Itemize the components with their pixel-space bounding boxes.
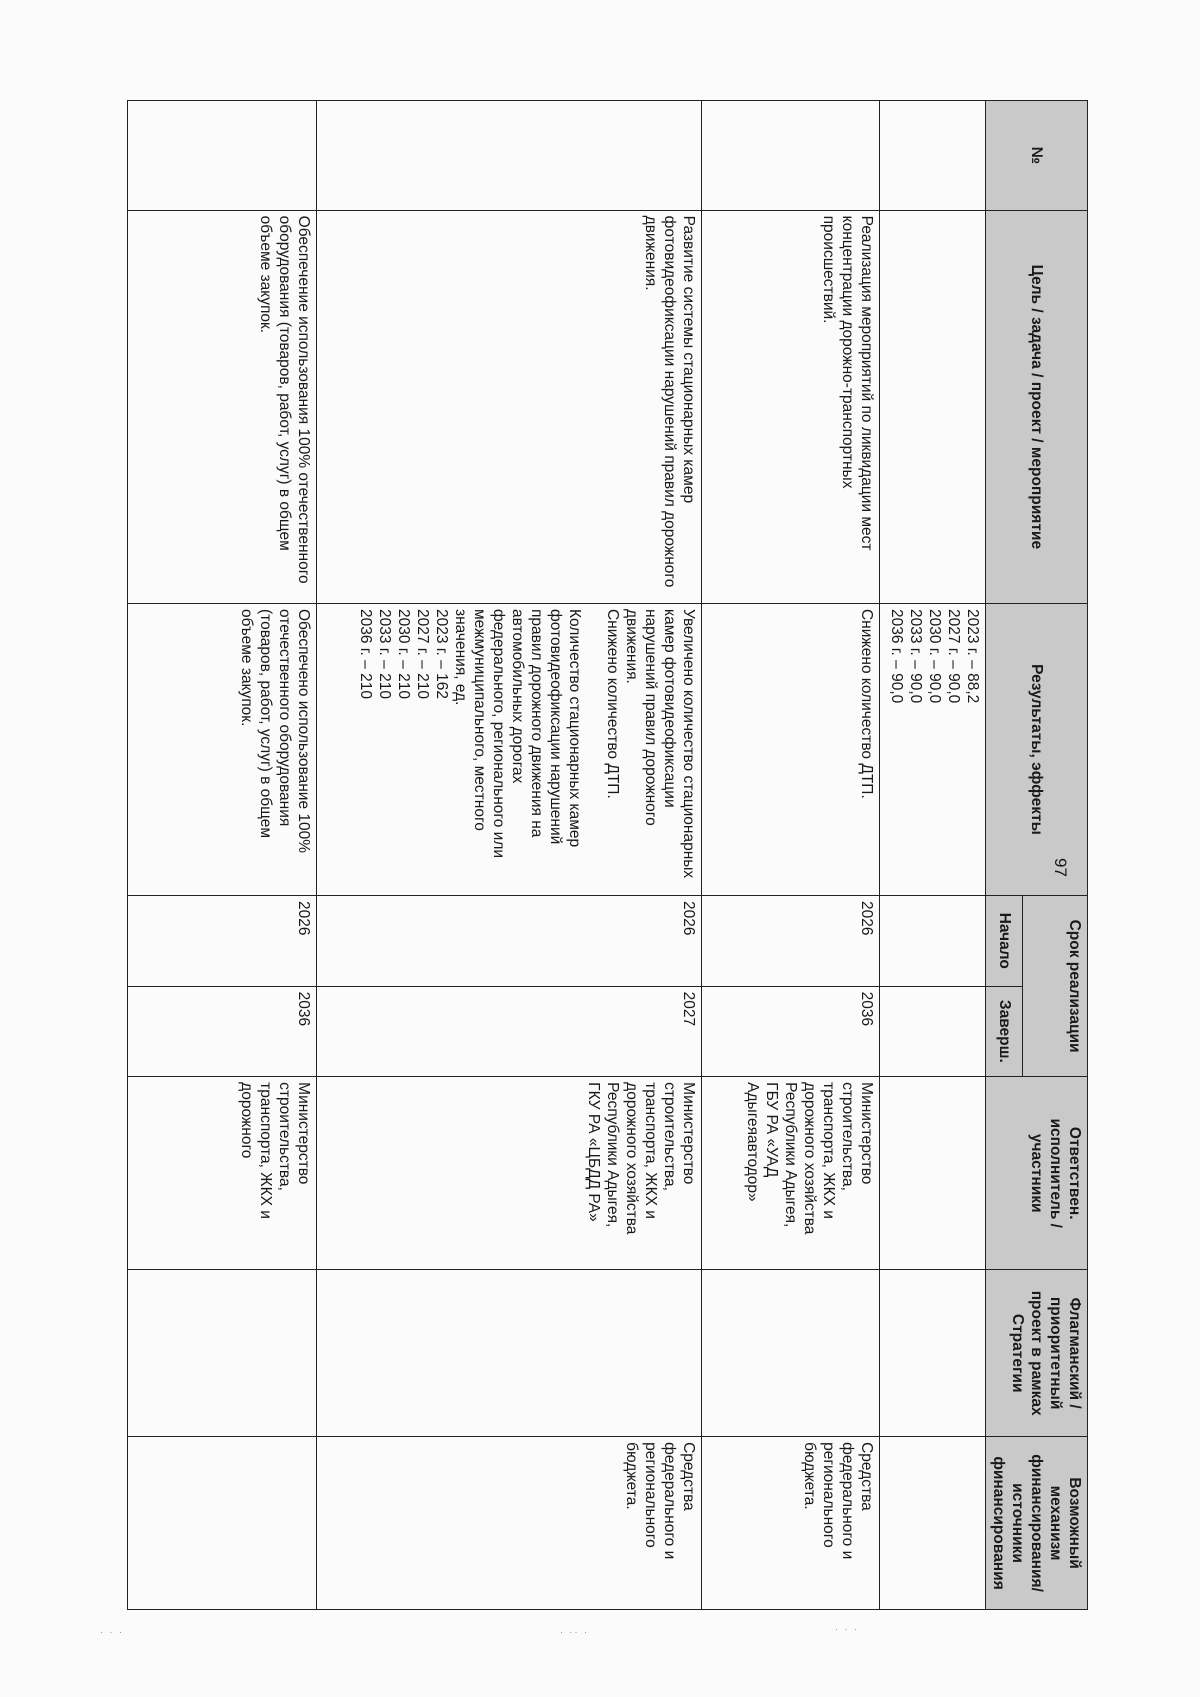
cell-results: Снижено количество ДТП. <box>702 603 880 895</box>
rotated-page <box>163 100 1088 1610</box>
cell-executor: Министерство строительства, транспорта, ЖКХ и дорожного хозяйства Республики Адыгея, ГБУ РА «УАД Адыгеяавтодор» <box>702 1077 880 1270</box>
cell-goal: Обеспечение использования 100% отечественного оборудования (товаров, работ, услуг) в общем объеме закупок. <box>128 210 317 603</box>
table-row <box>880 101 986 1610</box>
page-number: 97 <box>1051 858 1070 877</box>
cell-results: Увеличено количество стационарных камер фотовидеофиксации нарушений правил дорожного движения. Снижено количество ДТП. Количество стационарных камер фотовидеофиксации нарушений правил дорожного движения на автомобильных дорогах федерального, регионального или межмуниципального, местного значения, ед. 2023 г. – 162 2027 г. – 210 2030 г. – 210 2033 г. – 210 2036 г. – 210 <box>317 603 702 895</box>
cell-executor: Министерство строительства, транспорта, ЖКХ и дорожного <box>128 1077 317 1270</box>
cell-goal: Развитие системы стационарных камер фотовидеофиксации нарушений правил дорожного движения. <box>317 210 702 603</box>
cell-flagship <box>317 1270 702 1437</box>
table-row <box>128 101 317 1610</box>
cell-end: 2036 <box>128 986 317 1077</box>
cell-num <box>880 101 986 211</box>
table-row <box>317 101 702 1610</box>
cell-executor <box>880 1077 986 1270</box>
header-end: Заверш. <box>986 986 1023 1077</box>
cell-flagship <box>128 1270 317 1437</box>
cell-end: 2036 <box>702 986 880 1077</box>
header-results: Результаты, эффекты <box>986 603 1088 895</box>
cell-start: 2026 <box>702 896 880 987</box>
cell-funding <box>880 1437 986 1610</box>
cell-num <box>317 101 702 211</box>
header-flagship: Флагманский / приоритетный проект в рамках Стратегии <box>986 1270 1088 1437</box>
cell-start <box>880 896 986 987</box>
cell-goal <box>880 210 986 603</box>
strategy-table <box>127 100 1088 1610</box>
cell-flagship <box>702 1270 880 1437</box>
scan-artifact: · ·· · <box>560 1627 589 1637</box>
scan-artifact: · · · <box>835 1624 859 1634</box>
cell-executor: Министерство строительства, транспорта, ЖКХ и дорожного хозяйства Республики Адыгея, ГКУ РА «ЦБДД РА» <box>317 1077 702 1270</box>
header-executor: Ответствен. исполнитель / участники <box>986 1077 1088 1270</box>
header-start: Начало <box>986 896 1023 987</box>
header-num: № <box>986 101 1088 211</box>
cell-results: Обеспечено использование 100% отечественного оборудования (товаров, работ, услуг) в общем объеме закупок. <box>128 603 317 895</box>
cell-num <box>702 101 880 211</box>
cell-funding: Средства федерального и регионального бюджета. <box>702 1437 880 1610</box>
cell-start: 2026 <box>317 896 702 987</box>
cell-funding: Средства федерального и регионального бюджета. <box>317 1437 702 1610</box>
header-goal: Цель / задача / проект / мероприятие <box>986 210 1088 603</box>
header-funding: Возможный механизм финансирования/ источники финансирования <box>986 1437 1088 1610</box>
scan-artifact: · · · <box>100 1627 124 1637</box>
cell-results: 2023 г. – 88,2 2027 г. – 90,0 2030 г. – 90,0 2033 г. – 90,0 2036 г. – 90,0 <box>880 603 986 895</box>
header-row <box>1023 101 1088 1610</box>
cell-end: 2027 <box>317 986 702 1077</box>
cell-funding <box>128 1437 317 1610</box>
header-term: Срок реализации <box>1023 896 1088 1077</box>
cell-start: 2026 <box>128 896 317 987</box>
cell-num <box>128 101 317 211</box>
table-row <box>702 101 880 1610</box>
cell-goal: Реализация мероприятий по ликвидации мест концентрации дорожно-транспортных происшествий. <box>702 210 880 603</box>
cell-flagship <box>880 1270 986 1437</box>
cell-end <box>880 986 986 1077</box>
